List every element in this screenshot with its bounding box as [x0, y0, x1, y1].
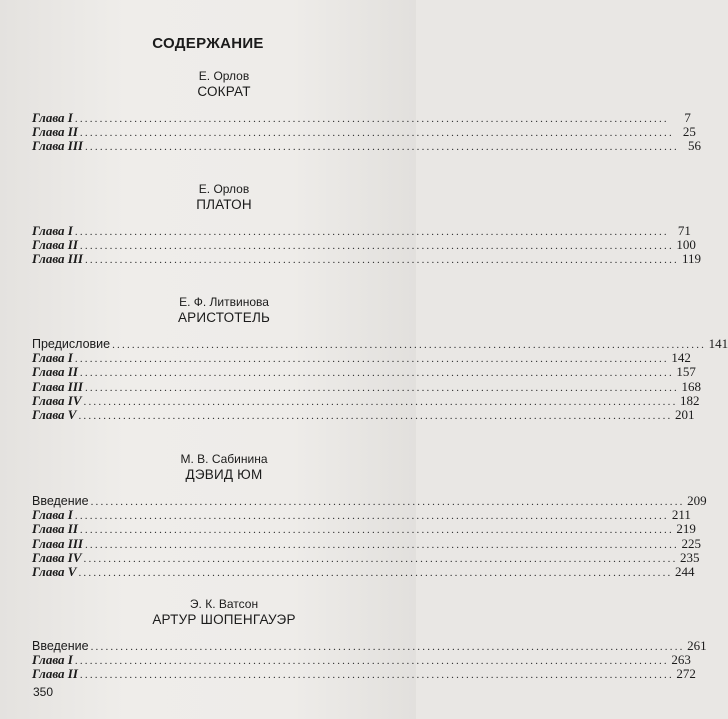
toc-entry-page: 263: [671, 652, 691, 668]
toc-entries: [32, 336, 728, 422]
toc-entry-page: 71: [677, 223, 691, 238]
dot-leader: ........................................................................................................................: [74, 655, 669, 668]
toc-entry-label: Глава II: [32, 521, 78, 537]
toc-entry-page: 56: [687, 138, 701, 154]
toc-entry-label: Глава IV: [32, 392, 82, 408]
toc-entry-label: Глава III: [32, 251, 83, 267]
toc-entry-page: 219: [676, 521, 696, 537]
dot-leader: ........................................................................................................................: [74, 113, 669, 125]
section-work-title: ДЭВИД ЮМ: [185, 467, 263, 482]
toc-entry-page: 182: [680, 392, 700, 408]
toc-entry-page: 235: [680, 549, 700, 565]
toc-entry-label: Глава II: [32, 364, 78, 380]
toc-entry-page: 201: [674, 406, 695, 422]
page-title: СОДЕРЖАНИЕ: [152, 35, 264, 52]
toc-entries: [32, 223, 701, 267]
toc-entry: [32, 652, 691, 668]
toc-entry-page: 272: [676, 666, 696, 682]
dot-leader: ........................................................................................................................: [84, 254, 679, 267]
toc-entry: [32, 521, 696, 537]
toc-entry-label: Глава V: [32, 563, 77, 579]
toc-entry-label: Глава IV: [32, 549, 82, 565]
toc-entry: [32, 406, 695, 422]
toc-section-plato: [32, 182, 701, 267]
dot-leader: ........................................................................................................................: [78, 409, 673, 422]
section-author: Е. Орлов: [198, 182, 250, 196]
dot-leader: ........................................................................................................................: [79, 367, 674, 380]
dot-leader: ........................................................................................................................: [83, 552, 678, 565]
toc-entry: [32, 507, 691, 523]
section-author: Э. К. Ватсон: [189, 597, 259, 611]
toc-entry: [32, 549, 700, 565]
toc-entry: [32, 110, 691, 125]
toc-entry-label: Предисловие: [32, 337, 111, 351]
section-work-title: АРТУР ШОПЕНГАУЭР: [152, 612, 296, 627]
toc-entry-label: Глава II: [32, 237, 78, 253]
section-work-title: ПЛАТОН: [196, 197, 252, 212]
toc-entry: [32, 336, 728, 351]
dot-leader: ........................................................................................................................: [74, 226, 669, 238]
toc-entry-page: 141: [708, 336, 728, 351]
dot-leader: ........................................................................................................................: [74, 510, 669, 523]
dot-leader: ........................................................................................................................: [79, 240, 674, 253]
dot-leader: ........................................................................................................................: [84, 141, 679, 154]
toc-entry-label: Глава III: [32, 138, 83, 154]
toc-entry-label: Введение: [32, 494, 89, 508]
toc-entry-label: Глава II: [32, 666, 78, 682]
toc-entry-page: 225: [681, 535, 701, 551]
dot-leader: ........................................................................................................................: [78, 566, 673, 579]
section-author: Е. Орлов: [198, 69, 250, 83]
dot-leader: ........................................................................................................................: [79, 669, 674, 682]
toc-entry: [32, 223, 691, 238]
toc-entry: [32, 124, 696, 140]
dot-leader: ........................................................................................................................: [74, 353, 669, 366]
page-number: 350: [33, 685, 54, 699]
toc-entry-label: Глава II: [32, 124, 78, 140]
toc-entry-label: Глава I: [32, 350, 73, 366]
toc-entry-page: 261: [687, 638, 707, 653]
toc-entry-page: 100: [676, 237, 696, 253]
toc-entries: [32, 638, 707, 682]
toc-entry: [32, 666, 696, 682]
dot-leader: ........................................................................................................................: [84, 381, 679, 394]
toc-entry-page: 25: [682, 124, 696, 140]
toc-entry-page: 211: [671, 507, 691, 523]
dot-leader: ........................................................................................................................: [90, 496, 685, 508]
toc-section-socrates: [32, 69, 701, 154]
toc-entry: [32, 251, 701, 267]
dot-leader: ........................................................................................................................: [90, 641, 685, 653]
toc-entry-label: Глава I: [32, 110, 73, 125]
dot-leader: ........................................................................................................................: [112, 339, 707, 351]
section-work-title: АРИСТОТЕЛЬ: [177, 310, 271, 325]
toc-entry-page: 209: [687, 493, 707, 508]
toc-entry-label: Глава I: [32, 507, 73, 523]
toc-entry-page: 119: [681, 251, 701, 267]
toc-entry-label: Глава I: [32, 652, 73, 668]
toc-section-schopenhauer: [32, 597, 707, 682]
toc-entry: [32, 378, 701, 394]
toc-entry: [32, 350, 691, 366]
toc-entry: [32, 535, 701, 551]
toc-entry-page: 244: [674, 563, 695, 579]
toc-entry-label: Введение: [32, 639, 89, 653]
toc-section-hume: [32, 452, 707, 579]
dot-leader: ........................................................................................................................: [79, 524, 674, 537]
toc-entry: [32, 563, 695, 579]
toc-entry-page: 142: [671, 350, 691, 366]
toc-entry: [32, 392, 700, 408]
section-author: М. В. Сабинина: [180, 452, 268, 466]
toc-entry-page: 7: [684, 110, 691, 125]
toc-entry-page: 157: [676, 364, 696, 380]
toc-entry: [32, 138, 701, 154]
toc-entry-label: Глава III: [32, 535, 83, 551]
toc-entries: [32, 110, 701, 154]
toc-entry-label: Глава III: [32, 378, 83, 394]
toc-entry-label: Глава I: [32, 223, 73, 238]
dot-leader: ........................................................................................................................: [79, 127, 674, 140]
dot-leader: ........................................................................................................................: [84, 538, 679, 551]
toc-entries: [32, 493, 707, 579]
dot-leader: ........................................................................................................................: [83, 395, 678, 408]
toc-entry: [32, 237, 696, 253]
toc-entry: [32, 638, 707, 653]
toc-entry: [32, 364, 696, 380]
section-work-title: СОКРАТ: [197, 84, 251, 99]
toc-section-aristotle: [32, 295, 728, 422]
section-author: Е. Ф. Литвинова: [179, 295, 269, 309]
toc-entry-label: Глава V: [32, 406, 77, 422]
toc-entry-page: 168: [681, 378, 701, 394]
toc-entry: [32, 493, 707, 508]
